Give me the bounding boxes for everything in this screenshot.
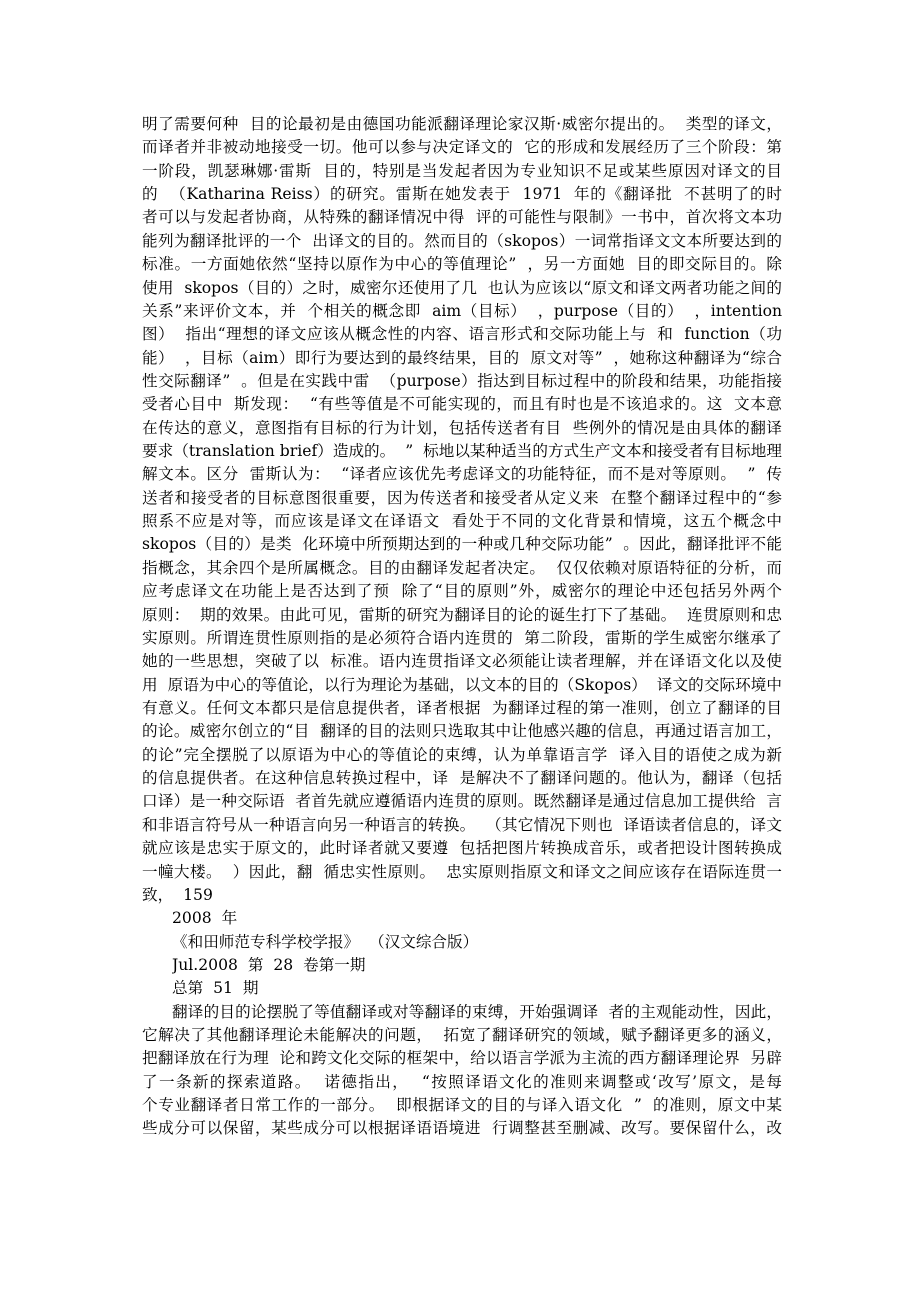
- text-line: 口译）是一种交际语 者首先就应遵循语内连贯的原则。既然翻译是通过信息加工提供给 言: [142, 792, 782, 811]
- text-line: 把翻译放在行为理 论和跨文化交际的框架中，给以语言学派为主流的西方翻译理论界 另辟: [142, 1049, 782, 1068]
- text-line: 关系”来评价文本，并 个相关的概念即 aim（目标） ，purpose（目的） ，intention: [142, 301, 782, 320]
- document-page-text: [142, 113, 782, 1141]
- text-line: 解文本。区分 雷斯认为： “译者应该优先考虑译文的功能特征，而不是对等原则。 ” 传: [142, 465, 782, 484]
- text-line: 翻译的目的论摆脱了等值翻译或对等翻译的束缚，开始强调译 者的主观能动性，因此，: [172, 1002, 782, 1021]
- text-line: 的 （Katharina Reiss）的研究。雷斯在她发表于 1971 年的《翻译批 不甚明了的时: [142, 185, 782, 204]
- text-line: 的论。威密尔创立的“目 翻译的目的法则只选取其中让他感兴趣的信息，再通过语言加工，: [142, 722, 782, 741]
- text-line: 就应该是忠实于原文的，此时译者就又要遵 包括把图片转换成音乐，或者把设计图转换成: [142, 839, 782, 858]
- text-line: 原则： 期的效果。由此可见，雷斯的研究为翻译目的论的诞生打下了基础。 连贯原则和忠: [142, 605, 782, 624]
- text-line: 一幢大楼。 ）因此，翻 循忠实性原则。 忠实原则指原文和译文之间应该存在语际连贯一: [142, 862, 782, 881]
- text-line: 一阶段，凯瑟琳娜·雷斯 目的，特别是当发起者因为专业知识不足或某些原因对译文的目: [142, 161, 782, 180]
- text-line: 而译者并非被动地接受一切。他可以参与决定译文的 它的形成和发展经历了三个阶段：第: [142, 138, 782, 157]
- text-line: 实原则。所谓连贯性原则指的是必须符合语内连贯的 第二阶段，雷斯的学生威密尔继承了: [142, 628, 782, 647]
- text-line: 应考虑译文在功能上是否达到了预 除了“目的原则”外，威密尔的理论中还包括另外两个: [142, 582, 782, 601]
- text-line: 的信息提供者。在这种信息转换过程中，译 是解决不了翻译问题的。他认为，翻译（包括: [142, 769, 782, 788]
- journal-year: 2008 年: [172, 909, 238, 928]
- text-line: 照系不应是对等，而应该是译文在译语文 看处于不同的文化背景和情境，这五个概念中: [142, 512, 782, 531]
- text-line-with-page-number: 致， 159: [142, 885, 213, 904]
- text-line: 指概念，其余四个是所属概念。目的由翻译发起者决定。 仅仅依赖对原语特征的分析，而: [142, 558, 782, 577]
- text-line: 送者和接受者的目标意图很重要，因为传送者和接受者从定义来 在整个翻译过程中的“参: [142, 488, 782, 507]
- text-line: 受者心目中 斯发现： “有些等值是不可能实现的，而且有时也是不该追求的。这 文本意: [142, 395, 782, 414]
- text-line: 它解决了其他翻译理论未能解决的问题， 拓宽了翻译研究的领域，赋予翻译更多的涵义，: [142, 1026, 782, 1045]
- text-line: 用 原语为中心的等值论，以行为理论为基础，以文本的目的（Skopos） 译文的交际环境中: [142, 675, 782, 694]
- journal-title: 《和田师范专科学校学报》 （汉文综合版）: [172, 932, 479, 951]
- text-line: 的论”完全摆脱了以原语为中心的等值论的束缚，认为单靠语言学 译入目的语使之成为新: [142, 745, 782, 764]
- body-paragraph-2: [142, 1001, 782, 1141]
- text-line: 者可以与发起者协商，从特殊的翻译情况中得 评的可能性与限制》一书中，首次将文本功: [142, 208, 782, 227]
- text-line: 她的一些思想，突破了以 标准。语内连贯指译文必须能让读者理解，并在译语文化以及使: [142, 652, 782, 671]
- text-line: 能列为翻译批评的一个 出译文的目的。然而目的（skopos）一词常指译文文本所要达到的: [142, 231, 782, 250]
- text-line: 能） ，目标（aim）即行为要达到的最终结果，目的 原文对等” ，她称这种翻译为“综合: [142, 348, 782, 367]
- text-line: 在传达的意义，意图指有目标的行为计划，包括传送者有目 些例外的情况是由具体的翻译: [142, 418, 782, 437]
- text-line: 标准。一方面她依然“坚持以原作为中心的等值理论” ，另一方面她 目的即交际目的。除: [142, 255, 782, 274]
- text-line: 明了需要何种 目的论最初是由德国功能派翻译理论家汉斯·威密尔提出的。 类型的译文，: [142, 115, 782, 133]
- journal-header: [142, 907, 782, 1000]
- body-paragraph-1: [142, 113, 782, 907]
- text-line: 使用 skopos（目的）之时，威密尔还使用了几 也认为应该以“原文和译文两者功能之间的: [142, 278, 782, 297]
- text-line: 图） 指出“理想的译文应该从概念性的内容、语言形式和交际功能上与 和 function（功: [142, 325, 782, 344]
- journal-issue: 总第 51 期: [172, 979, 259, 998]
- text-line: 性交际翻译” 。但是在实践中雷 （purpose）指达到目标过程中的阶段和结果，功能指接: [142, 371, 782, 390]
- text-line: skopos（目的）是类 化环境中所预期达到的一种或几种交际功能” 。因此，翻译批评不能: [142, 535, 782, 554]
- text-line: 要求（translation brief）造成的。 ” 标地以某种适当的方式生产文本和接受者有目标地理: [142, 442, 782, 461]
- journal-volume: Jul.2008 第 28 卷第一期: [172, 955, 366, 974]
- text-line: 和非语言符号从一种语言向另一种语言的转换。 （其它情况下则也 译语读者信息的，译文: [142, 815, 782, 834]
- text-line: 个专业翻译者日常工作的一部分。 即根据译文的目的与译入语文化 ” 的准则，原文中某: [142, 1096, 782, 1115]
- text-line: 些成分可以保留，某些成分可以根据译语语境进 行调整甚至删减、改写。要保留什么，改: [142, 1119, 782, 1138]
- text-line: 有意义。任何文本都只是信息提供者，译者根据 为翻译过程的第一准则，创立了翻译的目: [142, 698, 782, 717]
- text-line: 了一条新的探索道路。 诺德指出， “按照译语文化的准则来调整或‘改写’原文，是每: [142, 1072, 782, 1091]
